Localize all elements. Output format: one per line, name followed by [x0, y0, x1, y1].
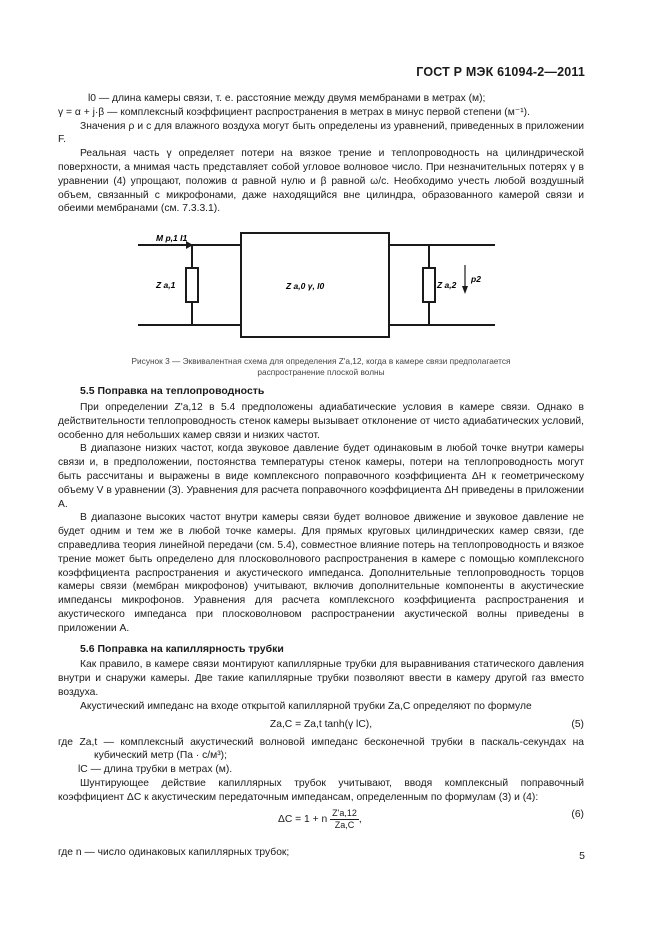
section-5-5-paragraph-2: В диапазоне низких частот, когда звуковое давление будет одинаковым в любой точке внутри камеры связи и, в предположении, постоянства температуры стенок камеры, потери на теплопроводность могут быть рассчитаны и выражены в виде комплексного поправочного коэффициента ΔH к геометрическому объему V в уравнении (3). Уравнения для расчета поправочного коэффициента ΔH приведены в приложении A. [58, 443, 584, 510]
section-5-5-paragraph-3: В диапазоне высоких частот внутри камеры связи будет волновое движение и звуковое давление не будет одним и тем же в любой точке камеры. Для прямых круговых цилиндрических камер связи, где справедлива теория линейной передачи (см. 5.4), совместное влияние потерь на теплопроводность и вязкое трение может быть определено для плосковолнового распространения в камере с помощью комплексного коэффициента распространения и акустического импеданса. Дополнительные теплопроводность торцов камеры связи (мембран микрофонов) учитывают, включив дополнительные компоненты в акустические импедансы микрофонов. Уравнения для расчета комплексного коэффициента распространения и акустического импеданса при плосковолновом распространении акустической волны приведены в приложении A. [58, 512, 584, 634]
circuit-z2-label: Z a,2 [437, 280, 457, 291]
where-z-at: где Za,t — комплексный акустический волновой импеданс бесконечной трубки в паскаль-секундах на кубический метр (Па · с/м³); [58, 736, 584, 762]
figure-caption-line-2: распространение плоской волны [257, 367, 385, 378]
circuit-source-label: M p,1 I1 [156, 233, 188, 244]
section-5-6-paragraph-2: Акустический импеданс на входе открытой капиллярной трубки Za,C определяют по формуле [80, 700, 532, 712]
figure-caption-line-1: Рисунок 3 — Эквивалентная схема для определения Z'a,12, когда в камере связи предполагается [131, 356, 511, 367]
where-lc: lC — длина трубки в метрах (м). [78, 764, 233, 776]
section-5-6-title: 5.6 Поправка на капиллярность трубки [80, 642, 284, 655]
equation-6-left: ΔC = 1 + n [278, 814, 328, 826]
equation-6-numerator: Z'a,12 [332, 808, 357, 819]
equivalent-circuit-diagram [58, 220, 584, 350]
equation-6-fraction [330, 808, 359, 831]
section-5-6-paragraph-1: Как правило, в камере связи монтируют капиллярные трубки для выравнивания статического давления внутри и снаружи камеры. Две такие капиллярные трубки позволяют ввести в камеру другой газ вместо воздуха. [58, 659, 584, 698]
equation-6 [58, 806, 584, 840]
equation-5-formula: Za,C = Za,t tanh(γ lC), [269, 718, 373, 730]
where-n: где n — число одинаковых капиллярных трубок; [58, 847, 290, 859]
figure-caption [58, 356, 584, 378]
definition-l0: l0 — длина камеры связи, т. е. расстояние между двумя мембранами в метрах (м); [88, 93, 486, 104]
page-number: 5 [579, 850, 585, 862]
circuit-p2-label: p2 [471, 274, 481, 285]
equation-6-formula: ΔC = 1 + n $\frac{Z'a,12}{Za,C}$ , [278, 808, 362, 831]
circuit-z1-label: Z a,1 [156, 280, 176, 291]
equation-6-number: (6) [571, 809, 584, 821]
equation-5-number: (5) [571, 718, 584, 730]
circuit-center-label: Z a,0 γ, l0 [286, 281, 325, 292]
document-header: ГОСТ Р МЭК 61094-2—2011 [416, 65, 585, 79]
paragraph-values: Значения ρ и c для влажного воздуха могут быть определены из уравнений, приведенных в приложении F. [58, 120, 584, 146]
section-5-5-title: 5.5 Поправка на теплопроводность [80, 385, 265, 398]
page-content [58, 92, 584, 860]
equation-6-denominator: Za,C [334, 820, 355, 831]
definition-gamma: γ = α + j·β — комплексный коэффициент распространения в метрах в минус первой степени (м⁻¹). [58, 106, 530, 118]
section-5-6-paragraph-3: Шунтирующее действие капиллярных трубок учитывают, вводя комплексный поправочный коэффициент ΔC к акустическим передаточным импедансам, определенным по формулам (3) и (4): [58, 777, 584, 803]
figure-3 [58, 220, 584, 350]
section-5-5-paragraph-1: При определении Z'a,12 в 5.4 предположены адиабатические условия в камере связи. Однако в действительности теплопроводность стенок камеры вызывает отклонение от чисто адиабатических условий, особенно для небольших камер связи и низких частот. [58, 401, 584, 441]
equation-5 [58, 716, 584, 734]
paragraph-real-part: Реальная часть γ определяет потери на вязкое трение и теплопроводность на цилиндрической поверхности, а мнимая часть представляет собой угловое волновое число. При незначительных потерях γ в уравнении (4) упрощают, положив α равной нулю и β равной ω/c. Необходимо учесть любой воздушный объем, связанный с микрофонами, даже находящийся вне цилиндра, образованного камерой связи и обеими мембранами (см. 7.3.3.1). [58, 148, 584, 215]
